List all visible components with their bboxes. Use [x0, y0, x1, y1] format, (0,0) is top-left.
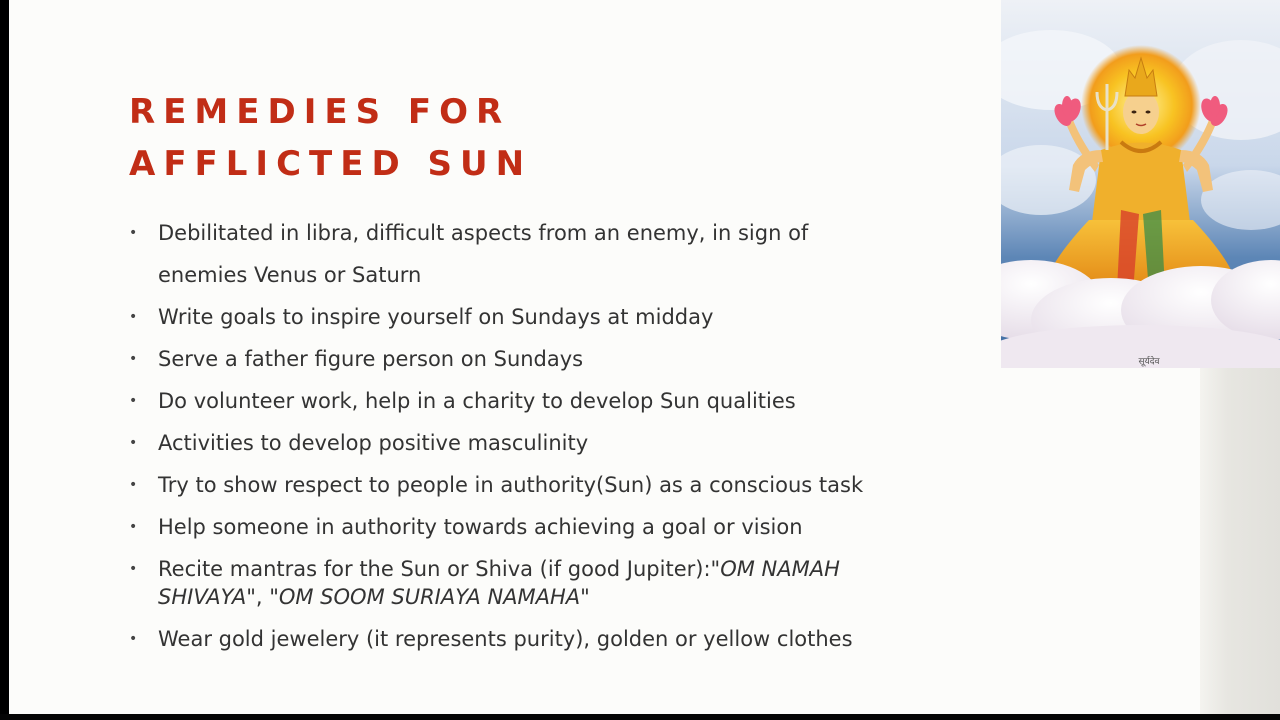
bullet-icon: • [129, 477, 138, 493]
list-item-text-line-2 [158, 583, 989, 611]
sun-deity-illustration [1001, 0, 1280, 368]
mantra-separator: ", " [246, 585, 279, 609]
list-item [129, 380, 989, 422]
sun-deity-picture [1001, 0, 1280, 368]
bullet-icon: • [129, 393, 138, 409]
list-item-text: Help someone in authority towards achieving a goal or vision [158, 515, 803, 539]
list-item [129, 338, 989, 380]
list-item-text: Wear gold jewelery (it represents purity), golden or yellow clothes [158, 627, 853, 651]
list-item-text: Debilitated in libra, difficult aspects from an enemy, in sign of [158, 221, 809, 245]
bullet-icon: • [129, 631, 138, 647]
list-item [129, 506, 989, 548]
list-item-text: Try to show respect to people in authority(Sun) as a conscious task [158, 473, 864, 497]
slide-title-line-1: REMEDIES FOR [129, 92, 511, 132]
remedies-list [129, 212, 989, 660]
deity-face [1123, 90, 1159, 134]
bullet-icon: • [129, 225, 138, 241]
bullet-icon: • [129, 351, 138, 367]
list-item [129, 618, 989, 660]
decorative-shade [1200, 368, 1280, 714]
list-item-text: Do volunteer work, help in a charity to develop Sun qualities [158, 389, 796, 413]
list-item-text: enemies Venus or Saturn [158, 263, 422, 287]
mantra-close-quote: " [580, 585, 590, 609]
mantra-text: OM SOOM SURIAYA NAMAHA [278, 585, 581, 609]
bottom-border [0, 714, 1280, 720]
list-item-text: Write goals to inspire yourself on Sundays at midday [158, 305, 714, 329]
list-item [129, 464, 989, 506]
list-item-text: Activities to develop positive masculinity [158, 431, 589, 455]
bullet-icon: • [129, 435, 138, 451]
mantra-text: SHIVAYA [158, 585, 247, 609]
list-item-text: Serve a father figure person on Sundays [158, 347, 584, 371]
presentation-slide [9, 0, 1280, 714]
list-item [129, 296, 989, 338]
list-item-text-line-1 [158, 555, 989, 583]
list-item [129, 422, 989, 464]
list-item [129, 548, 989, 618]
slide-title [129, 86, 649, 190]
mantra-intro-text: Recite mantras for the Sun or Shiva (if good Jupiter):" [158, 557, 721, 581]
bullet-icon: • [129, 309, 138, 325]
slide-title-line-2: AFFLICTED SUN [129, 144, 533, 184]
picture-caption: सूर्यदेव [1138, 357, 1160, 367]
bullet-icon: • [129, 561, 138, 577]
bullet-icon: • [129, 519, 138, 535]
mantra-text: OM NAMAH [720, 557, 840, 581]
list-item [129, 212, 989, 296]
